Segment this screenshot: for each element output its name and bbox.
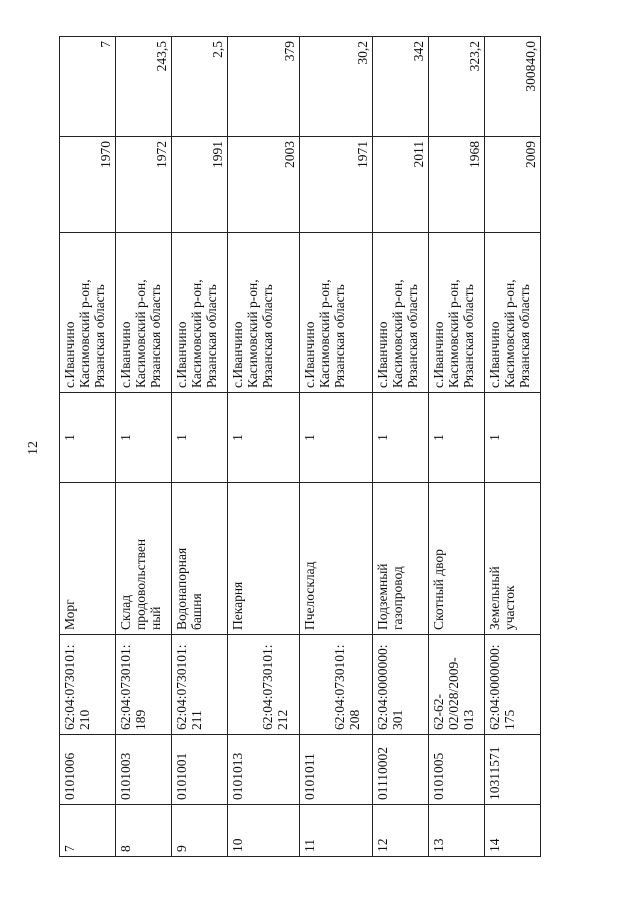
quantity-cell: 1 (300, 393, 373, 483)
inventory-number-cell: 0101011 (300, 735, 373, 805)
quantity-cell: 1 (115, 393, 171, 483)
area-cell: 342 (373, 37, 429, 137)
year-cell: 2009 (485, 137, 541, 233)
table-row (60, 37, 116, 857)
area-cell: 30,2 (300, 37, 373, 137)
object-name-cell: Скотный двор (429, 483, 485, 635)
quantity-cell: 1 (429, 393, 485, 483)
area-cell: 323,2 (429, 37, 485, 137)
row-number-cell: 12 (373, 805, 429, 857)
page-number: 12 (26, 441, 41, 455)
rotated-table-container (59, 37, 541, 857)
row-number-cell: 10 (227, 805, 300, 857)
object-name-cell: Водонапорная башня (171, 483, 227, 635)
area-cell: 243,5 (115, 37, 171, 137)
table-row (485, 37, 541, 857)
inventory-number-cell: 01110002 (373, 735, 429, 805)
cadastral-number-cell: 62:04:0730101: 189 (115, 635, 171, 735)
cadastral-number-cell: 62:04:0730101: 212 (227, 635, 300, 735)
row-number-cell: 14 (485, 805, 541, 857)
quantity-cell: 1 (373, 393, 429, 483)
property-table (59, 36, 541, 857)
year-cell: 1968 (429, 137, 485, 233)
table-row (171, 37, 227, 857)
cadastral-number-cell: 62:04:0730101: 208 (300, 635, 373, 735)
address-cell: с.Иванчино Касимовский р-он, Рязанская область (171, 233, 227, 393)
inventory-number-cell: 10311571 (485, 735, 541, 805)
row-number-cell: 8 (115, 805, 171, 857)
year-cell: 2003 (227, 137, 300, 233)
address-cell: с.Иванчино Касимовский р-он, Рязанская область (60, 233, 116, 393)
table-row (300, 37, 373, 857)
table-body (60, 37, 541, 857)
cadastral-number-cell: 62:04:0730101: 211 (171, 635, 227, 735)
object-name-cell: Подземный газопровод (373, 483, 429, 635)
year-cell: 1971 (300, 137, 373, 233)
cadastral-number-cell: 62-62- 02/028/2009- 013 (429, 635, 485, 735)
quantity-cell: 1 (60, 393, 116, 483)
address-cell: с.Иванчино Касимовский р-он, Рязанская область (373, 233, 429, 393)
area-cell: 7 (60, 37, 116, 137)
address-cell: с.Иванчино Касимовский р-он, Рязанская область (300, 233, 373, 393)
object-name-cell: Земельный участок (485, 483, 541, 635)
year-cell: 2011 (373, 137, 429, 233)
quantity-cell: 1 (171, 393, 227, 483)
object-name-cell: Пчелосклад (300, 483, 373, 635)
address-cell: с.Иванчино Касимовский р-он, Рязанская область (115, 233, 171, 393)
cadastral-number-cell: 62:04:0000000: 175 (485, 635, 541, 735)
area-cell: 2,5 (171, 37, 227, 137)
year-cell: 1972 (115, 137, 171, 233)
object-name-cell: Склад продовольствен ный (115, 483, 171, 635)
year-cell: 1970 (60, 137, 116, 233)
address-cell: с.Иванчино Касимовский р-он, Рязанская область (485, 233, 541, 393)
row-number-cell: 13 (429, 805, 485, 857)
inventory-number-cell: 0101006 (60, 735, 116, 805)
area-cell: 379 (227, 37, 300, 137)
row-number-cell: 7 (60, 805, 116, 857)
table-row (373, 37, 429, 857)
cadastral-number-cell: 62:04:0730101: 210 (60, 635, 116, 735)
row-number-cell: 9 (171, 805, 227, 857)
inventory-number-cell: 0101001 (171, 735, 227, 805)
year-cell: 1991 (171, 137, 227, 233)
inventory-number-cell: 0101005 (429, 735, 485, 805)
quantity-cell: 1 (227, 393, 300, 483)
address-cell: с.Иванчино Касимовский р-он, Рязанская область (227, 233, 300, 393)
address-cell: с.Иванчино Касимовский р-он, Рязанская область (429, 233, 485, 393)
inventory-number-cell: 0101013 (227, 735, 300, 805)
quantity-cell: 1 (485, 393, 541, 483)
table-row (115, 37, 171, 857)
area-cell: 300840,0 (485, 37, 541, 137)
table-row (429, 37, 485, 857)
inventory-number-cell: 0101003 (115, 735, 171, 805)
table-row (227, 37, 300, 857)
row-number-cell: 11 (300, 805, 373, 857)
object-name-cell: Пекарня (227, 483, 300, 635)
object-name-cell: Морг (60, 483, 116, 635)
cadastral-number-cell: 62:04:0000000: 301 (373, 635, 429, 735)
